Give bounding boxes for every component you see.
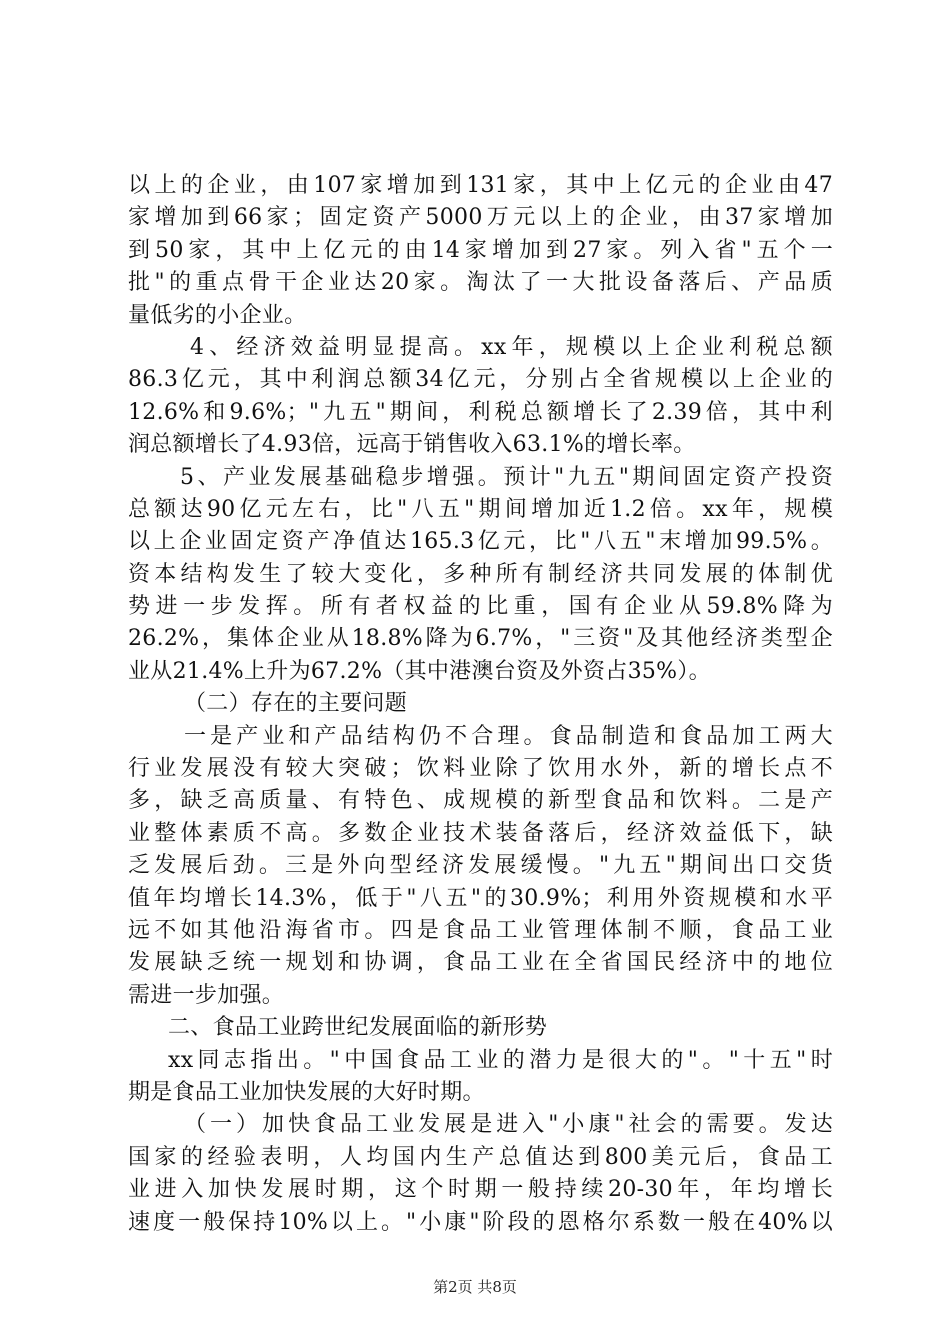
- text-line: 到50家，其中上亿元的由14家增加到27家。列入省"五个一: [128, 237, 833, 263]
- text-line: xx同志指出。"中国食品工业的潜力是很大的"。"十五"时: [168, 1047, 833, 1073]
- text-line: 国家的经验表明，人均国内生产总值达到800美元后，食品工: [128, 1144, 833, 1170]
- text-line: 发展缺乏统一规划和协调，食品工业在全省国民经济中的地位: [128, 950, 833, 976]
- text-line: 需进一步加强。: [128, 982, 285, 1008]
- text-line: 以上企业固定资产净值达165.3亿元，比"八五"末增加99.5%。: [128, 529, 833, 555]
- text-line: 26.2%，集体企业从18.8%降为6.7%，"三资"及其他经济类型企: [128, 626, 833, 652]
- text-line: 业从21.4%上升为67.2%（其中港澳台资及外资占35%）。: [128, 658, 711, 684]
- text-line: 5、产业发展基础稳步增强。预计"九五"期间固定资产投资: [180, 464, 833, 490]
- text-line: 期是食品工业加快发展的大好时期。: [128, 1079, 485, 1105]
- text-line: 多，缺乏高质量、有特色、成规模的新型食品和饮料。二是产: [128, 788, 833, 814]
- text-line: 12.6%和9.6%；"九五"期间，利税总额增长了2.39倍，其中利: [128, 399, 833, 425]
- text-line: 乏发展后劲。三是外向型经济发展缓慢。"九五"期间出口交货: [128, 853, 833, 879]
- text-line: 行业发展没有较大突破；饮料业除了饮用水外，新的增长点不: [128, 756, 833, 782]
- text-line: 势进一步发挥。所有者权益的比重，国有企业从59.8%降为: [128, 594, 833, 620]
- text-line: 速度一般保持10%以上。"小康"阶段的恩格尔系数一般在40%以: [128, 1209, 833, 1235]
- text-line: 4、经济效益明显提高。xx年，规模以上企业利税总额: [190, 334, 833, 360]
- text-line: 以上的企业，由107家增加到131家，其中上亿元的企业由47: [128, 173, 833, 198]
- text-line: 家增加到66家；固定资产5000万元以上的企业，由37家增加: [128, 205, 833, 231]
- text-line: （一）加快食品工业发展是进入"小康"社会的需要。发达: [184, 1112, 833, 1138]
- text-line: 批"的重点骨干企业达20家。淘汰了一大批设备落后、产品质: [128, 270, 833, 296]
- page-number-footer: 第2页 共8页: [433, 1278, 517, 1296]
- section-heading: 二、食品工业跨世纪发展面临的新形势: [168, 1015, 548, 1041]
- text-line: 润总额增长了4.93倍，远高于销售收入63.1%的增长率。: [128, 432, 696, 458]
- text-line: 量低劣的小企业。: [128, 302, 307, 328]
- text-line: 总额达90亿元左右，比"八五"期间增加近1.2倍。xx年，规模: [128, 496, 833, 522]
- text-line: 值年均增长14.3%，低于"八五"的30.9%；利用外资规模和水平: [128, 885, 833, 911]
- text-line: 业整体素质不高。多数企业技术装备落后，经济效益低下，缺: [128, 820, 833, 846]
- document-body: [128, 170, 833, 1239]
- text-line: 86.3亿元，其中利润总额34亿元，分别占全省规模以上企业的: [128, 367, 833, 393]
- section-heading: （二）存在的主要问题: [184, 691, 408, 717]
- text-line: 一是产业和产品结构仍不合理。食品制造和食品加工两大: [184, 723, 833, 749]
- text-line: 资本结构发生了较大变化，多种所有制经济共同发展的体制优: [128, 561, 833, 587]
- text-line: 业进入加快发展时期，这个时期一般持续20-30年，年均增长: [128, 1177, 833, 1203]
- text-line: 远不如其他沿海省市。四是食品工业管理体制不顺，食品工业: [128, 917, 833, 943]
